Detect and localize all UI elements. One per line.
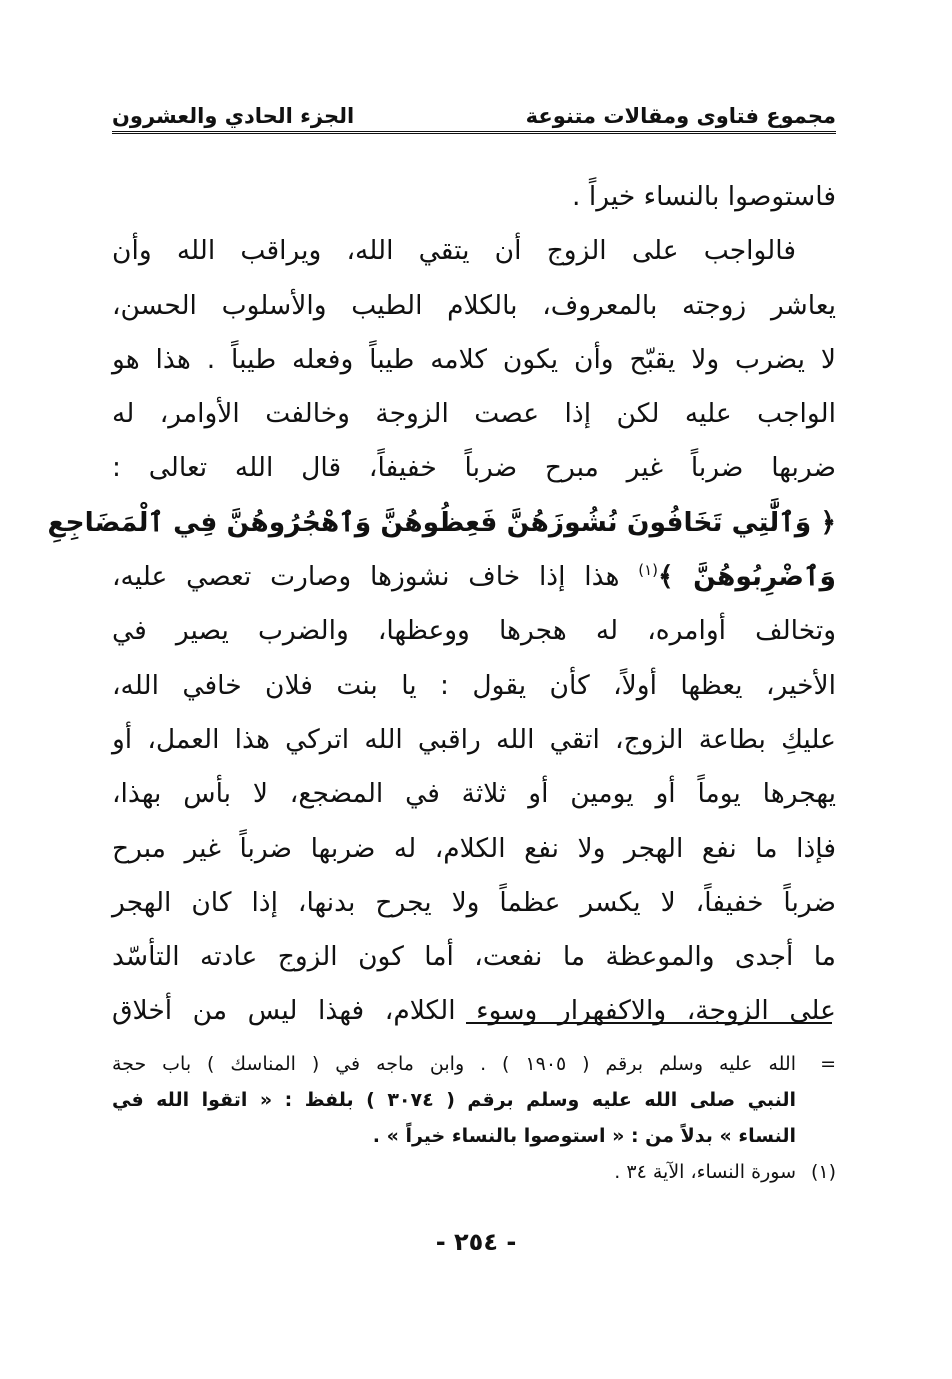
text-line: فإذا ما نفع الهجر ولا نفع الكلام، له ضربها ضرباً غير مبرح (112, 832, 836, 864)
quran-verse-end: وَٱضْرِبُوهُنَّ ﴾ (658, 561, 836, 593)
text-line: فالواجب على الزوج أن يتقي الله، ويراقب الله وأن (112, 235, 796, 267)
text-line: ما أجدى والموعظة ما نفعت، أما كون الزوج عادته التأسّد (112, 941, 836, 973)
text-line-with-verse (112, 550, 836, 604)
text-line: الأخير، يعظها أولاً، كأن يقول : يا بنت فلان خافي الله، (112, 669, 836, 701)
footnote-continuation-line: النساء » بدلاً من : « استوصوا بالنساء خيراً » . (372, 1125, 796, 1147)
text-line: ضرباً خفيفاً، لا يكسر عظماً ولا يجرح بدنها، إذا كان الهجر (112, 886, 836, 918)
footnote-continuation-line: النبي صلى الله عليه وسلم برقم ( ٣٠٧٤ ) بلفظ : « اتقوا الله في (112, 1089, 796, 1111)
text-line: الواجب عليه لكن إذا عصت الزوجة وخالفت الأوامر، له (112, 398, 836, 430)
text-line: على الزوجة، والاكفهرار وسوء الكلام، فهذا ليس من أخلاق (112, 995, 836, 1027)
page-number: - ٢٥٤ - (435, 1228, 517, 1256)
volume-label: الجزء الحادي والعشرون (112, 104, 355, 128)
footnotes (112, 1046, 836, 1190)
quran-verse-line: ﴿ وَٱلَّٰتِي تَخَافُونَ نُشُوزَهُنَّ فَعِظُوهُنَّ وَٱهْجُرُوهُنَّ فِي ٱلْمَضَاجِعِ (47, 506, 836, 538)
text-line: فاستوصوا بالنساء خيراً . (572, 181, 836, 212)
text-line: وتخالف أوامره، له هجرها ووعظها، والضرب يصير في (112, 615, 836, 647)
book-title: مجموع فتاوى ومقالات متنوعة (525, 104, 836, 128)
text-line: عليكِ بطاعة الزوج، اتقي الله راقبي الله اتركي هذا العمل، أو (112, 723, 836, 755)
text-line: ضربها ضرباً غير مبرح ضرباً خفيفاً، قال الله تعالى : (112, 452, 836, 484)
footnote-reference: (١) (638, 561, 659, 580)
text-line: يعاشر زوجته بالمعروف، بالكلام الطيب والأسلوب الحسن، (112, 289, 836, 321)
footnote-1-marker: (١) (810, 1161, 836, 1183)
main-text (47, 170, 836, 1039)
text-segment: هذا إذا خاف نشوزها وصارت تعصي عليه، (112, 561, 620, 593)
footnote-1 (112, 1154, 836, 1190)
footnote-continuation-line (112, 1046, 836, 1082)
running-header (112, 88, 836, 128)
footnote-text: الله عليه وسلم برقم ( ١٩٠٥ ) . وابن ماجه في ( المناسك ) باب حجة (112, 1053, 796, 1075)
continuation-mark: = (820, 1053, 836, 1075)
text-line: لا يضرب ولا يقبّح وأن يكون كلامه طيباً وفعله طيباً . هذا هو (112, 343, 836, 375)
footnote-1-text: سورة النساء، الآية ٣٤ . (614, 1161, 796, 1183)
header-rule (112, 131, 836, 134)
footnote-separator (466, 1022, 832, 1024)
text-line: يهجرها يوماً أو يومين أو ثلاثة في المضجع، لا بأس بهذا، (112, 778, 836, 810)
